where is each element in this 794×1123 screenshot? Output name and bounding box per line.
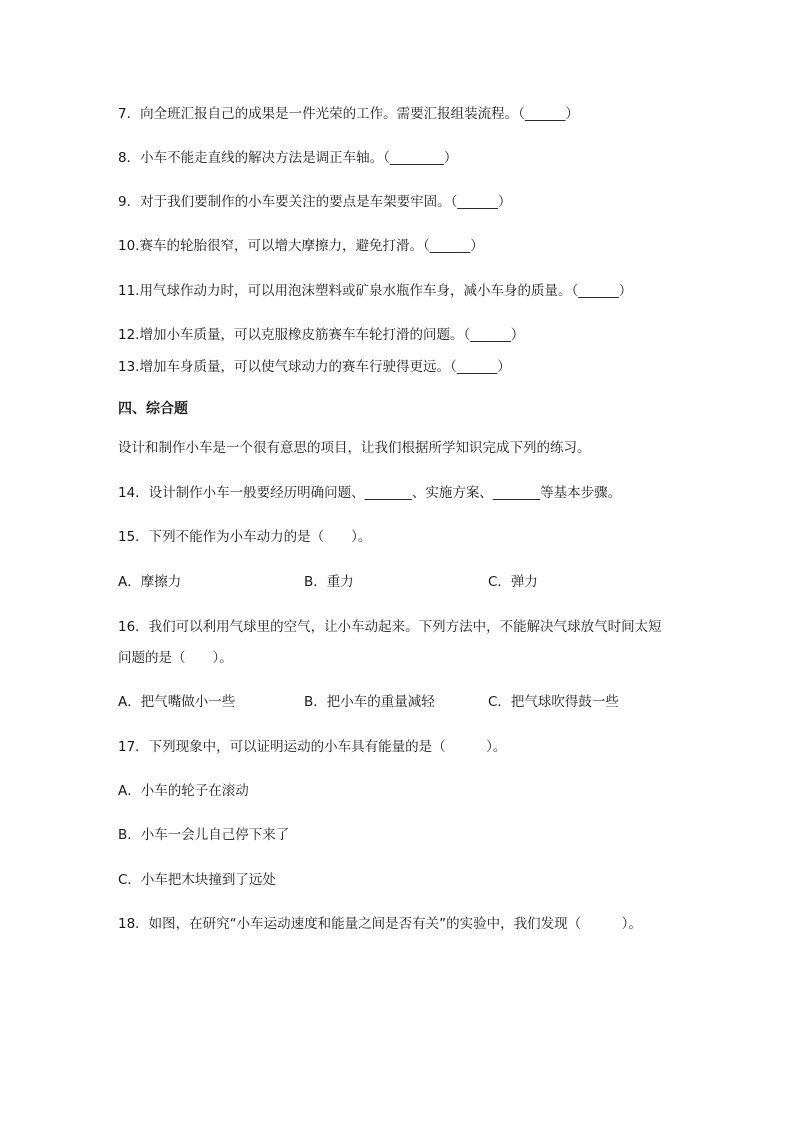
q13-text: 13.增加车身质量，可以使气球动力的赛车行驶得更远。（______） bbox=[118, 359, 511, 375]
q12-text: 12.增加小车质量，可以克服橡皮筋赛车车轮打滑的问题。（______） bbox=[118, 327, 525, 343]
q14-text: 14．设计制作小车一般要经历明确问题、_______、实施方案、_______等基本步骤。 bbox=[118, 485, 622, 501]
q9-text: 9．对于我们要制作的小车要关注的要点是车架要牢固。（______） bbox=[118, 194, 512, 210]
section-intro: 设计和制作小车是一个很有意思的项目，让我们根据所学知识完成下列的练习。 bbox=[118, 440, 591, 456]
q16-option-b: B．把小车的重量减轻 bbox=[304, 694, 435, 710]
q16-option-c: C．把气球吹得鼓一些 bbox=[488, 694, 619, 710]
q10-text: 10.赛车的轮胎很窄，可以增大摩擦力，避免打滑。（______） bbox=[118, 238, 484, 254]
q8-text: 8．小车不能走直线的解决方法是调正车轴。（________） bbox=[118, 150, 458, 166]
q16-option-a: A．把气嘴做小一些 bbox=[118, 694, 236, 710]
q15-stem: 15．下列不能作为小车动力的是（ ）。 bbox=[118, 529, 372, 545]
q17-option-a: A．小车的轮子在滚动 bbox=[118, 783, 249, 799]
q7-text: 7．向全班汇报自己的成果是一件光荣的工作。需要汇报组装流程。（______） bbox=[118, 106, 579, 122]
q17-option-c: C．小车把木块撞到了远处 bbox=[118, 872, 276, 888]
section-heading: 四、综合题 bbox=[118, 401, 188, 417]
q11-text: 11.用气球作动力时，可以用泡沫塑料或矿泉水瓶作车身，减小车身的质量。（______） bbox=[118, 283, 633, 299]
q18-stem: 18．如图，在研究“小车运动速度和能量之间是否有关”的实验中，我们发现（ ）。 bbox=[118, 916, 642, 932]
q16-stem-line2: 问题的是（ ）。 bbox=[118, 650, 233, 666]
q17-stem: 17．下列现象中，可以证明运动的小车具有能量的是（ ）。 bbox=[118, 739, 507, 755]
q17-option-b: B．小车一会儿自己停下来了 bbox=[118, 827, 290, 843]
q15-option-a: A．摩擦力 bbox=[118, 574, 182, 590]
q15-option-b: B．重力 bbox=[304, 574, 354, 590]
q16-stem-line1: 16．我们可以利用气球里的空气，让小车动起来。下列方法中，不能解决气球放气时间太短 bbox=[118, 619, 662, 635]
q15-option-c: C．弹力 bbox=[488, 574, 538, 590]
